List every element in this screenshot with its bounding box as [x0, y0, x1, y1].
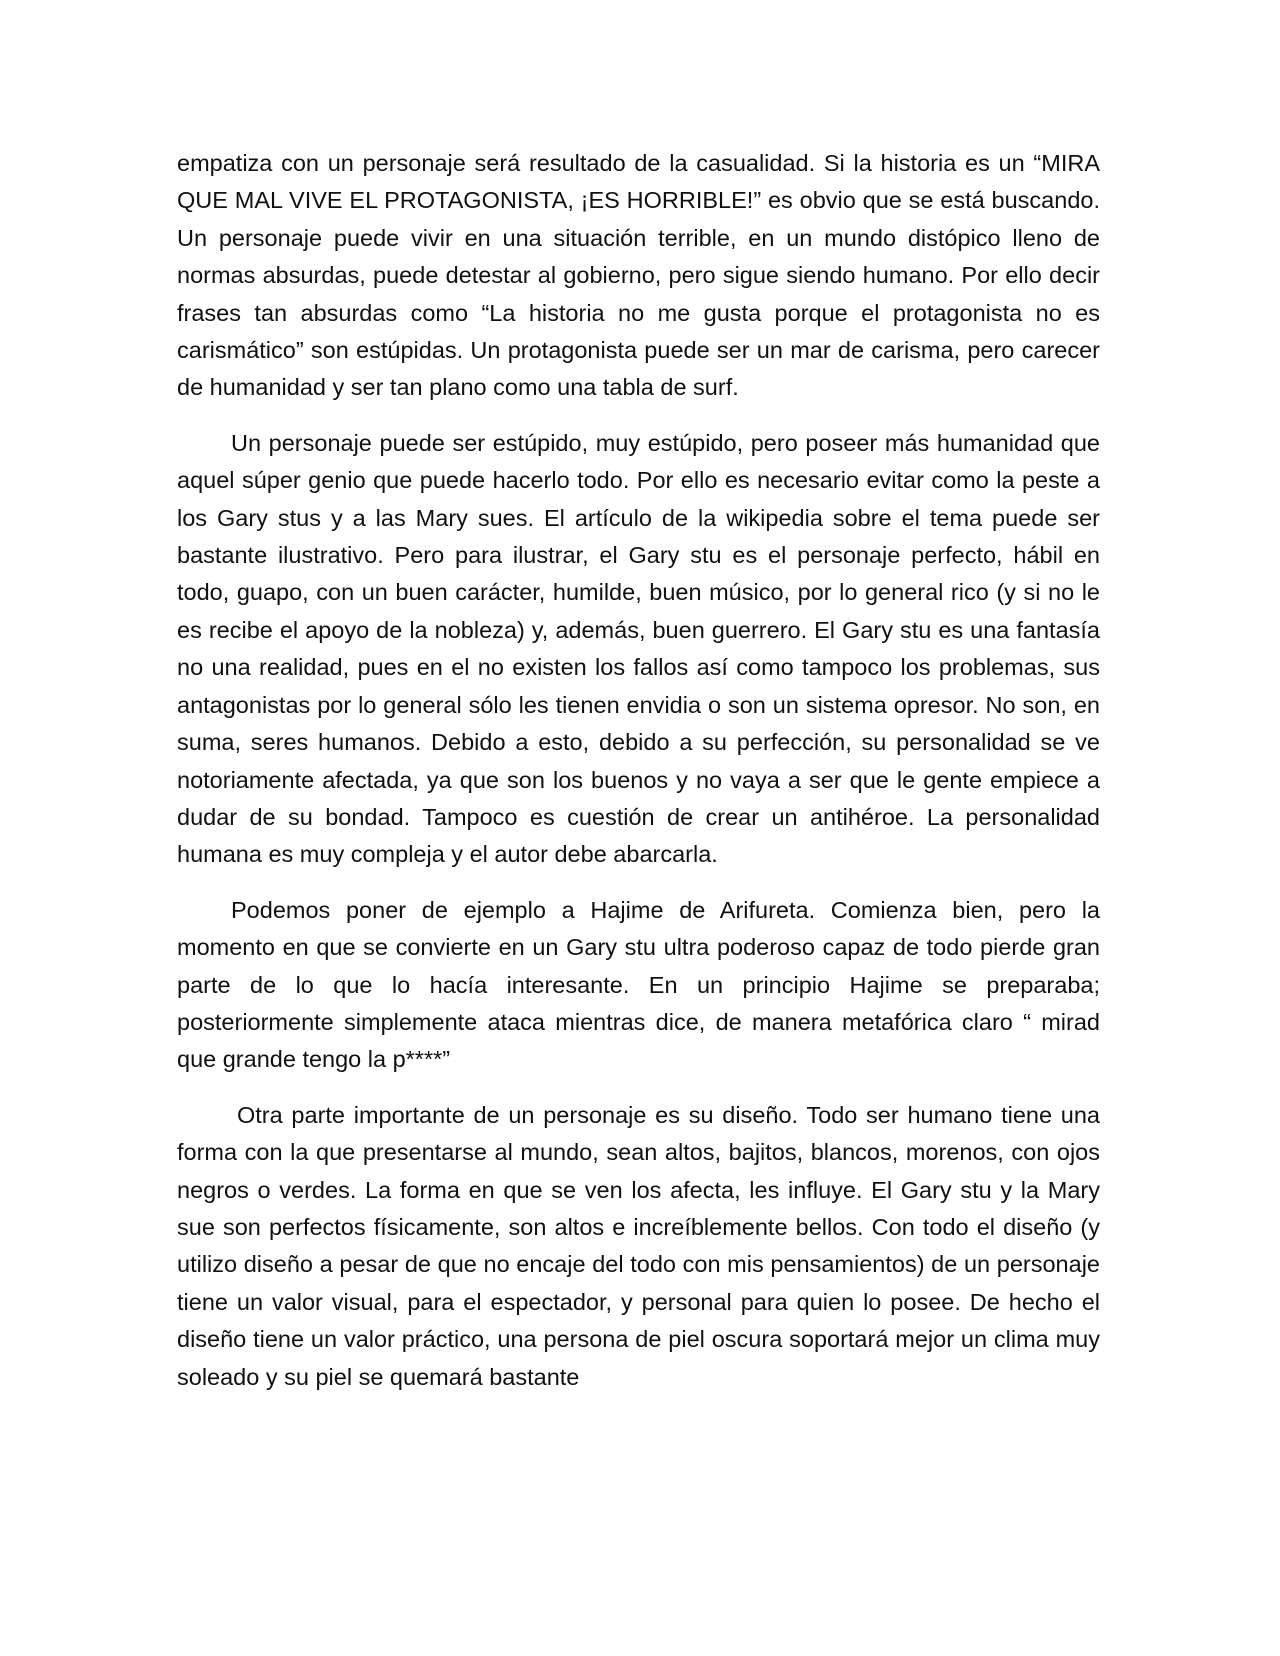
paragraph-1: empatiza con un personaje será resultado de la casualidad. Si la historia es un “MIRA QUE MAL VIVE EL PROTAGONISTA, ¡ES HORRIBLE!” es obvio que se está buscando. Un personaje puede vivir en una situación terrible, en un mundo distópico lleno de normas absurdas, puede detestar al gobierno, pero sigue siendo humano. Por ello decir frases tan absurdas como “La historia no me gusta porque el protagonista no es carismático” son estúpidas. Un protagonista puede ser un mar de carisma, pero carecer de humanidad y ser tan plano como una tabla de surf.: [177, 150, 1100, 401]
paragraph-4: Otra parte importante de un personaje es su diseño. Todo ser humano tiene una forma con la que presentarse al mundo, sean altos, bajitos, blancos, morenos, con ojos negros o verdes. La forma en que se ven los afecta, les influye. El Gary stu y la Mary sue son perfectos físicamente, son altos e increíblemente bellos. Con todo el diseño (y utilizo diseño a pesar de que no encaje del todo con mis pensamientos) de un personaje tiene un valor visual, para el espectador, y personal para quien lo posee. De hecho el diseño tiene un valor práctico, una persona de piel oscura soportará mejor un clima muy soleado y su piel se quemará bastante: [177, 1101, 1100, 1390]
body-text: [177, 145, 1100, 1414]
paragraph-3: Podemos poner de ejemplo a Hajime de Arifureta. Comienza bien, pero la momento en que se convierte en un Gary stu ultra poderoso capaz de todo pierde gran parte de lo que lo hacía interesante. En un principio Hajime se preparaba; posteriormente simplemente ataca mientras dice, de manera metafórica claro “ mirad que grande tengo la p****”: [177, 896, 1100, 1073]
paragraph-2: Un personaje puede ser estúpido, muy estúpido, pero poseer más humanidad que aquel súper genio que puede hacerlo todo. Por ello es necesario evitar como la peste a los Gary stus y a las Mary sues. El artículo de la wikipedia sobre el tema puede ser bastante ilustrativo. Pero para ilustrar, el Gary stu es el personaje perfecto, hábil en todo, guapo, con un buen carácter, humilde, buen músico, por lo general rico (y si no le es recibe el apoyo de la nobleza) y, además, buen guerrero. El Gary stu es una fantasía no una realidad, pues en el no existen los fallos así como tampoco los problemas, sus antagonistas por lo general sólo les tienen envidia o son un sistema opresor. No son, en suma, seres humanos. Debido a esto, debido a su perfección, su personalidad se ve notoriamente afectada, ya que son los buenos y no vaya a ser que le gente empiece a dudar de su bondad. Tampoco es cuestión de crear un antihéroe. La personalidad humana es muy compleja y el autor debe abarcarla.: [177, 429, 1100, 868]
